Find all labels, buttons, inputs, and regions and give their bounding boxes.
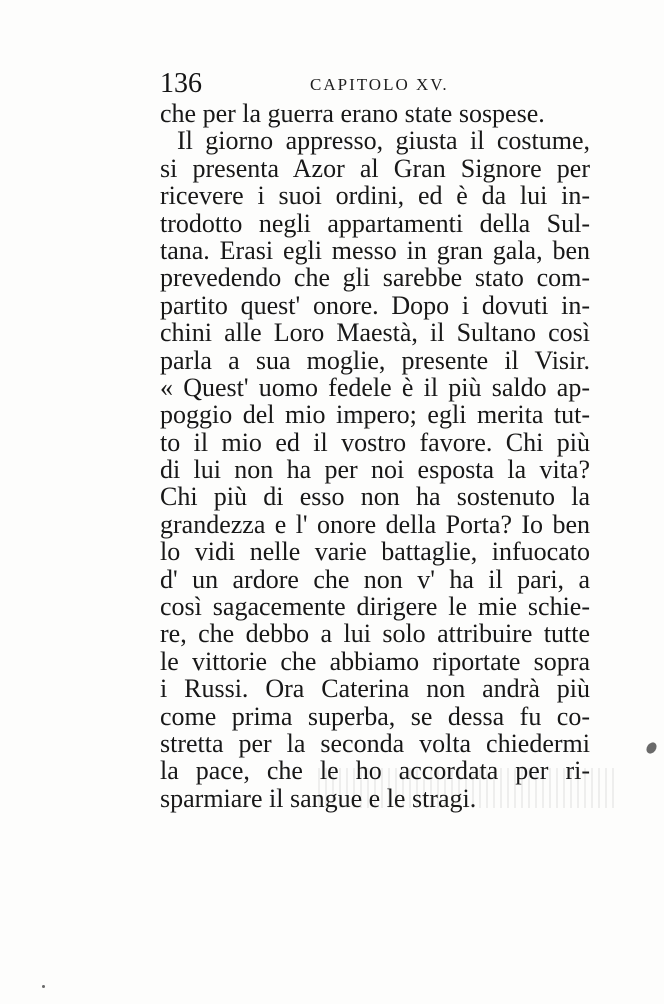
text-line: grandezza e l' onore della Porta? Io ben	[160, 509, 590, 539]
text-line: come prima superba, se dessa fu co-	[160, 701, 590, 731]
text-line: d' un ardore che non v' ha il pari, a	[160, 564, 590, 594]
text-line: to il mio ed il vostro favore. Chi più	[160, 427, 590, 457]
text-line: le vittorie che abbiamo riportate sopra	[160, 646, 590, 676]
text-line: chini alle Loro Maestà, il Sultano così	[160, 318, 590, 348]
text-line: « Quest' uomo fedele è il più saldo ap-	[160, 372, 590, 402]
show-through-shadow	[318, 768, 618, 808]
text-line: ricevere i suoi ordini, ed è da lui in-	[160, 181, 590, 211]
text-line: i Russi. Ora Caterina non andrà più	[160, 674, 590, 704]
text-line: che per la guerra erano state sospese.	[160, 99, 545, 128]
text-line: re, che debbo a lui solo attribuire tutte	[160, 619, 590, 649]
text-line: parla a sua moglie, presente il Visir.	[160, 345, 590, 375]
text-line: così sagacemente dirigere le mie schie-	[160, 592, 590, 622]
page-number: 136	[160, 68, 202, 99]
text-line: la pace, che le ho accordata per ri-	[160, 756, 590, 786]
body-text	[160, 100, 590, 812]
text-line: partito quest' onore. Dopo i dovuti in-	[160, 290, 590, 320]
running-head: CAPITOLO XV.	[310, 75, 449, 94]
text-line: Il giorno appresso, giusta il costume,	[177, 126, 590, 156]
text-line: trodotto negli appartamenti della Sul-	[160, 208, 590, 238]
ink-speck	[42, 985, 45, 988]
ink-speck	[644, 741, 658, 756]
text-line: poggio del mio impero; egli merita tut-	[160, 400, 590, 430]
text-line: si presenta Azor al Gran Signore per	[160, 153, 590, 183]
page-header	[160, 66, 590, 102]
text-line: di lui non ha per noi esposta la vita?	[160, 455, 590, 485]
text-line: Chi più di esso non ha sostenuto la	[160, 482, 590, 512]
text-line: tana. Erasi egli messo in gran gala, ben	[160, 235, 590, 265]
text-line: sparmiare il sangue e le stragi.	[160, 783, 477, 813]
text-line: prevedendo che gli sarebbe stato com-	[160, 263, 590, 293]
text-line: lo vidi nelle varie battaglie, infuocato	[160, 537, 590, 567]
text-line: stretta per la seconda volta chiedermi	[160, 728, 590, 758]
